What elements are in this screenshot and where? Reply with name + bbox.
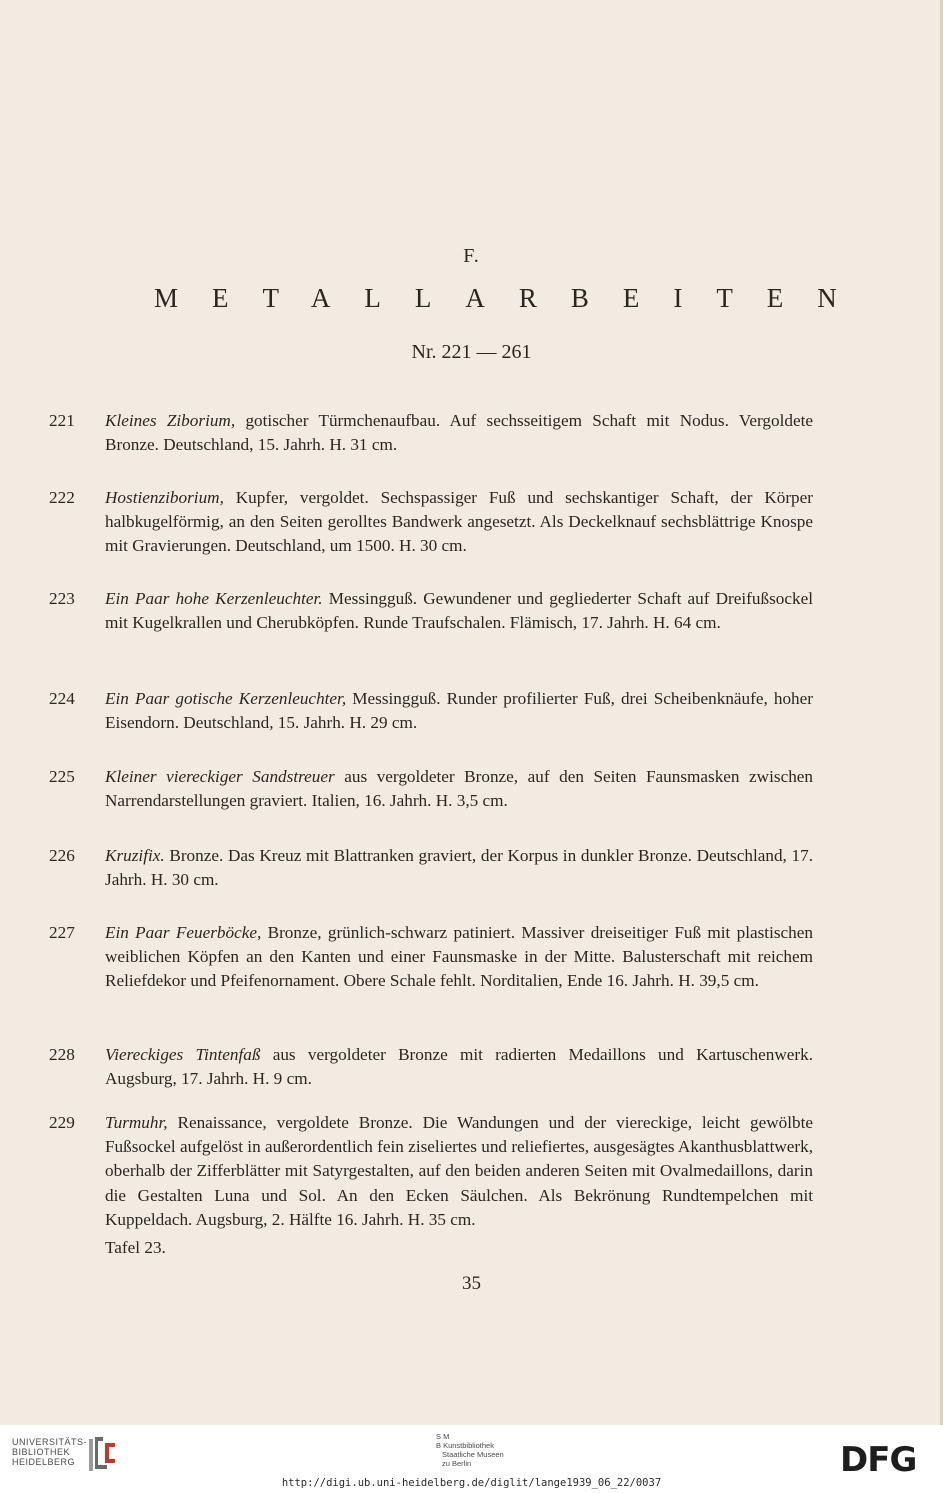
entry-number: 222 bbox=[49, 488, 75, 507]
catalog-entry bbox=[49, 687, 814, 735]
entry-number: 221 bbox=[49, 411, 75, 430]
entry-number: 225 bbox=[49, 767, 75, 786]
entry-number: 229 bbox=[49, 1113, 75, 1132]
entry-title: Turmuhr, bbox=[105, 1113, 168, 1132]
entry-number: 228 bbox=[49, 1045, 75, 1064]
entry-text: Kupfer, vergoldet. Sechspassiger Fuß und sechskantiger Schaft, der Körper halbkugelförmig, an den Seiten gerolltes Bandwerk angesetzt. Als Deckelknauf sechsblättrige Knospe mit Gravierungen. Deutschland, um 1500. H. 30 cm. bbox=[105, 488, 813, 556]
catalog-entry bbox=[49, 486, 813, 559]
catalog-entry bbox=[49, 409, 814, 457]
entry-text: Bronze, grünlich-schwarz patiniert. Massiver dreiseitiger Fuß mit plastischen weiblichen Köpfen an den Kanten und einer Faunsmaske in der Mitte. Balusterschaft mit reichem Reliefdekor und Pfeifenornament. Obere Schale fehlt. Norditalien, Ende 16. Jahrh. H. 39,5 cm. bbox=[105, 923, 813, 991]
entry-title: Hostienziborium, bbox=[105, 488, 224, 507]
catalog-entry bbox=[49, 921, 813, 994]
museum-stamp: S M B Kunstbibliothek Staatliche Museen zu Berlin bbox=[436, 1432, 504, 1468]
catalog-entry bbox=[49, 1043, 813, 1091]
catalog-entry bbox=[49, 587, 813, 635]
entry-title: Viereckiges Tintenfaß bbox=[105, 1045, 261, 1064]
source-url-link[interactable]: http://digi.ub.uni-heidelberg.de/diglit/lange1939_06_22/0037 bbox=[281, 1477, 662, 1489]
entry-text: aus vergoldeter Bronze mit radierten Medaillons und Kartuschenwerk. Augsburg, 17. Jahrh. H. 9 cm. bbox=[105, 1045, 813, 1089]
entry-text: Renaissance, vergoldete Bronze. Die Wandungen und der viereckige, leicht gewölbte Fußsockel aufgelöst in außerordentlich fein ziseliertes und reliefiertes, ausgesägtes Akanthusblattwerk, oberhalb der Zifferblätter mit Satyrgestalten, auf den beiden anderen Seiten mit Ovalmedaillons, darin die Gestalten Luna und Sol. An den Ecken Säulchen. Als Bekrönung Rundtempelchen mit Kuppeldach. Augsburg, 2. Hälfte 16. Jahrh. H. 35 cm. bbox=[105, 1113, 813, 1229]
section-letter: F. bbox=[463, 245, 480, 267]
entry-text: Bronze. Das Kreuz mit Blattranken graviert, der Korpus in dunkler Bronze. Deutschland, 17. Jahrh. H. 30 cm. bbox=[105, 846, 813, 890]
entry-title: Ein Paar Feuerböcke, bbox=[105, 923, 262, 942]
entry-title: Kleines Ziborium, bbox=[105, 411, 236, 430]
entry-title: Ein Paar hohe Kerzenleuchter. bbox=[105, 589, 323, 608]
entry-text: Messingguß. Runder profilierter Fuß, drei Scheibenknäufe, hoher Eisendorn. Deutschland, 15. Jahrh. H. 29 cm. bbox=[105, 689, 814, 733]
entry-text: Messingguß. Gewundener und gegliederter Schaft auf Dreifußsockel mit Kugelkrallen und Cherubköpfen. Runde Traufschalen. Flämisch, 17. Jahrh. H. 64 cm. bbox=[105, 589, 813, 633]
library-emblem-icon bbox=[85, 1433, 125, 1473]
library-name: UNIVERSITÄTS- BIBLIOTHEK HEIDELBERG bbox=[12, 1437, 88, 1467]
section-title: METALLARBEITEN bbox=[154, 283, 871, 313]
svg-text:DFG: DFG bbox=[840, 1441, 917, 1473]
item-range: Nr. 221 — 261 bbox=[411, 341, 532, 363]
catalog-entry bbox=[49, 1111, 813, 1260]
entry-title: Kruzifix. bbox=[105, 846, 165, 865]
entry-number: 226 bbox=[49, 846, 75, 865]
dfg-logo[interactable] bbox=[840, 1441, 932, 1473]
entry-title: Kleiner viereckiger Sandstreuer bbox=[105, 767, 335, 786]
page-number: 35 bbox=[462, 1273, 481, 1294]
entry-number: 224 bbox=[49, 689, 75, 708]
entry-number: 223 bbox=[49, 589, 75, 608]
entry-number: 227 bbox=[49, 923, 75, 942]
plate-reference: Tafel 23. bbox=[105, 1238, 166, 1258]
university-library-logo[interactable] bbox=[12, 1437, 87, 1467]
catalog-entry bbox=[49, 844, 813, 892]
entry-title: Ein Paar gotische Kerzenleuchter, bbox=[105, 689, 347, 708]
catalog-entry bbox=[49, 765, 814, 813]
entry-text: aus vergoldeter Bronze, auf den Seiten Faunsmasken zwischen Narrendarstellungen graviert. Italien, 16. Jahrh. H. 3,5 cm. bbox=[105, 767, 814, 811]
entry-text: gotischer Türmchenaufbau. Auf sechsseitigem Schaft mit Nodus. Vergoldete Bronze. Deutschland, 15. Jahrh. H. 31 cm. bbox=[105, 411, 814, 455]
